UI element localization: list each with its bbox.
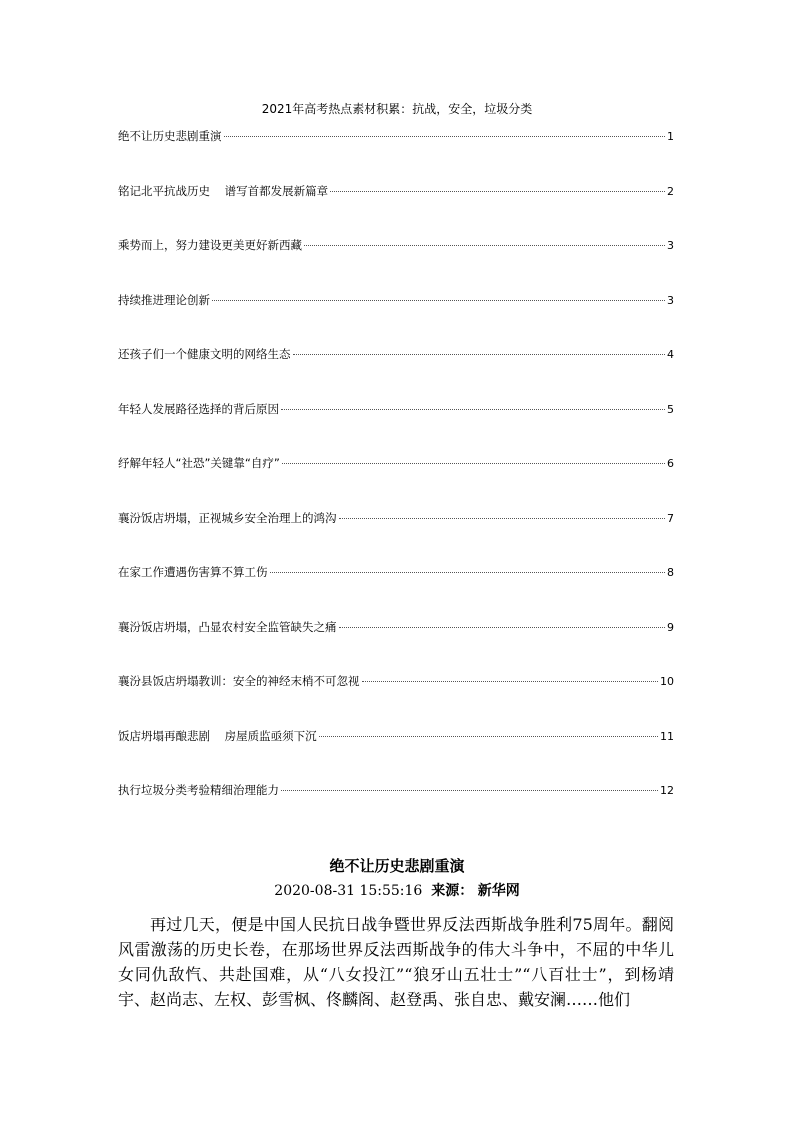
toc-leader-dots — [270, 572, 666, 573]
toc-entry[interactable] — [118, 292, 674, 347]
toc-leader-dots — [319, 736, 658, 737]
toc-entry-page: 6 — [667, 457, 674, 470]
toc-entry-page: 3 — [667, 293, 674, 307]
toc-leader-dots — [224, 136, 666, 137]
toc-entry[interactable] — [118, 782, 674, 837]
toc-entry-text: 铭记北平抗战历史 谱写首都发展新篇章 — [118, 183, 329, 198]
toc-leader-dots — [281, 790, 658, 791]
toc-entry-page: 3 — [667, 239, 674, 252]
toc-leader-dots — [339, 518, 666, 519]
table-of-contents — [118, 128, 674, 837]
toc-entry[interactable] — [118, 510, 674, 565]
article-paragraph: 再过几天，便是中国人民抗日战争暨世界反法西斯战争胜利75周年。翻阅风雷激荡的历史长卷，在那场世界反法西斯战争的伟大斗争中，不屈的中华儿女同仇敌忾、共赴国难，从“八女投江”“狼牙山五壮士”“八百壮士”，到杨靖宇、赵尚志、左权、彭雪枫、佟麟阁、赵登禹、张自忠、戴安澜……他们 — [118, 915, 674, 1009]
toc-entry-page: 1 — [667, 130, 674, 143]
toc-entry-page: 9 — [667, 620, 674, 634]
toc-entry-page: 7 — [667, 511, 674, 525]
toc-entry-text: 在家工作遭遇伤害算不算工伤 — [118, 565, 268, 579]
toc-entry-text: 绝不让历史悲剧重演 — [118, 129, 222, 143]
toc-entry-text: 襄汾饭店坍塌，正视城乡安全治理上的鸿沟 — [118, 510, 337, 525]
toc-entry-text: 执行垃圾分类考验精细治理能力 — [118, 783, 279, 797]
article-meta — [0, 881, 794, 901]
toc-leader-dots — [281, 409, 665, 410]
toc-entry[interactable] — [118, 401, 674, 456]
toc-leader-dots — [304, 245, 665, 246]
toc-entry[interactable] — [118, 455, 674, 510]
toc-entry-text: 年轻人发展路径选择的背后原因 — [118, 401, 279, 416]
toc-title: 2021年高考热点素材积累：抗战，安全，垃圾分类 — [261, 102, 533, 116]
toc-entry-page: 8 — [667, 566, 674, 579]
toc-entry-text: 持续推进理论创新 — [118, 292, 210, 307]
toc-leader-dots — [362, 681, 659, 682]
toc-entry[interactable] — [118, 564, 674, 619]
toc-entry-text: 纾解年轻人“社恐”关键靠“自疗” — [118, 456, 280, 470]
toc-entry-text: 饭店坍塌再酿悲剧 房屋质监亟须下沉 — [118, 728, 317, 743]
toc-leader-dots — [330, 191, 665, 192]
toc-entry[interactable] — [118, 673, 674, 728]
toc-entry[interactable] — [118, 128, 674, 183]
toc-leader-dots — [293, 354, 666, 355]
toc-entry[interactable] — [118, 237, 674, 292]
article-source: 新华网 — [477, 883, 520, 899]
toc-entry[interactable] — [118, 619, 674, 674]
toc-entry-page: 4 — [667, 348, 674, 361]
toc-entry-page: 2 — [667, 184, 674, 198]
toc-entry-page: 5 — [667, 402, 674, 416]
toc-entry[interactable] — [118, 728, 674, 783]
article-title: 绝不让历史悲剧重演 — [329, 857, 465, 875]
toc-entry[interactable] — [118, 183, 674, 238]
article-body — [118, 912, 674, 1012]
toc-entry-text: 襄汾县饭店坍塌教训：安全的神经末梢不可忽视 — [118, 674, 360, 688]
toc-leader-dots — [339, 627, 666, 628]
toc-entry-text: 乘势而上，努力建设更美更好新西藏 — [118, 238, 302, 252]
toc-entry-text: 襄汾饭店坍塌，凸显农村安全监管缺失之痛 — [118, 619, 337, 634]
toc-entry-page: 10 — [660, 675, 674, 688]
toc-leader-dots — [282, 463, 665, 464]
toc-leader-dots — [212, 300, 665, 301]
toc-entry-page: 11 — [660, 729, 674, 743]
toc-entry-page: 12 — [660, 784, 674, 797]
toc-entry[interactable] — [118, 346, 674, 401]
toc-entry-text: 还孩子们一个健康文明的网络生态 — [118, 347, 291, 361]
article-source-label: 来源： — [431, 883, 474, 899]
article-date: 2020-08-31 15:55:16 — [274, 883, 423, 899]
